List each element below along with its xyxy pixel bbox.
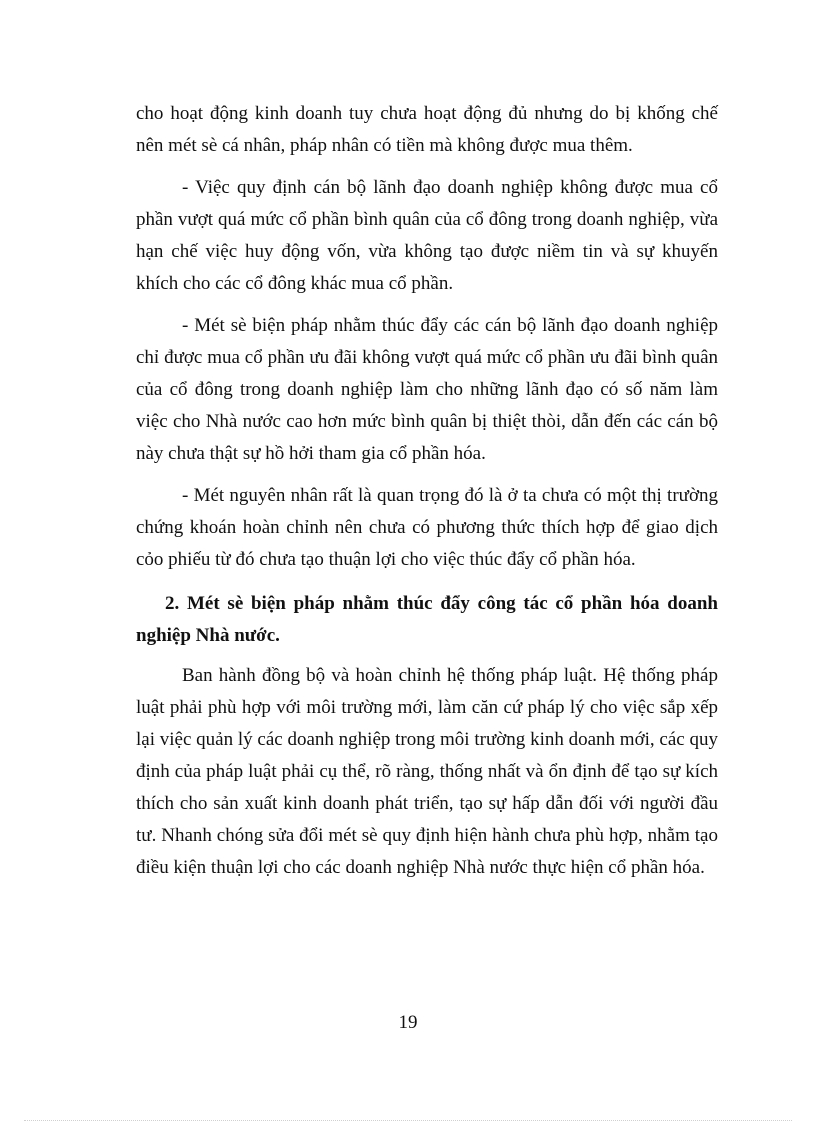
section-heading: 2. Mét sè biện pháp nhằm thúc đẩy công tác cổ phần hóa doanh nghiệp Nhà nước. xyxy=(136,593,718,646)
document-body xyxy=(136,98,718,894)
page-bottom-divider xyxy=(24,1120,792,1121)
page-number: 19 xyxy=(398,1012,418,1033)
paragraph-legal-framework: Ban hành đồng bộ và hoàn chỉnh hệ thống pháp luật. Hệ thống pháp luật phải phù hợp với môi trường mới, làm căn cứ pháp lý cho việc sắp xếp lại việc quản lý các doanh nghiệp trong môi trường kinh doanh mới, các quy định của pháp luật phải cụ thể, rõ ràng, thống nhất và ổn định để tạo sự kích thích cho sản xuất kinh doanh phát triển, tạo sự hấp dẫn đối với người đầu tư. Nhanh chóng sửa đổi mét sè quy định hiện hành chưa phù hợp, nhằm tạo điều kiện thuận lợi cho các doanh nghiệp Nhà nước thực hiện cổ phần hóa. xyxy=(136,665,718,878)
paragraph-bullet-stock-market: - Mét nguyên nhân rất là quan trọng đó là ở ta chưa có một thị trường chứng khoán hoàn chỉnh nên chưa có phương thức thích hợp để giao dịch cỏo phiếu từ đó chưa tạo thuận lợi cho việc thúc đẩy cổ phần hóa. xyxy=(136,485,718,570)
paragraph-bullet-leadership-share-limit: - Việc quy định cán bộ lãnh đạo doanh nghiệp không được mua cổ phần vượt quá mức cổ phần bình quân của cổ đông trong doanh nghiệp, vừa hạn chế việc huy động vốn, vừa không tạo được niềm tin và sự khuyến khích cho các cổ đông khác mua cổ phần. xyxy=(136,177,718,294)
paragraph-bullet-preferential-shares: - Mét sè biện pháp nhằm thúc đẩy các cán bộ lãnh đạo doanh nghiệp chỉ được mua cổ phần ưu đãi không vượt quá mức cổ phần ưu đãi bình quân của cổ đông trong doanh nghiệp làm cho những lãnh đạo có số năm làm việc cho Nhà nước cao hơn mức bình quân bị thiệt thòi, dẫn đến các cán bộ này chưa thật sự hồ hởi tham gia cổ phần hóa. xyxy=(136,315,718,464)
paragraph-continuation: cho hoạt động kinh doanh tuy chưa hoạt động đủ nhưng do bị khống chế nên mét sè cá nhân, pháp nhân có tiền mà không được mua thêm. xyxy=(136,103,718,156)
